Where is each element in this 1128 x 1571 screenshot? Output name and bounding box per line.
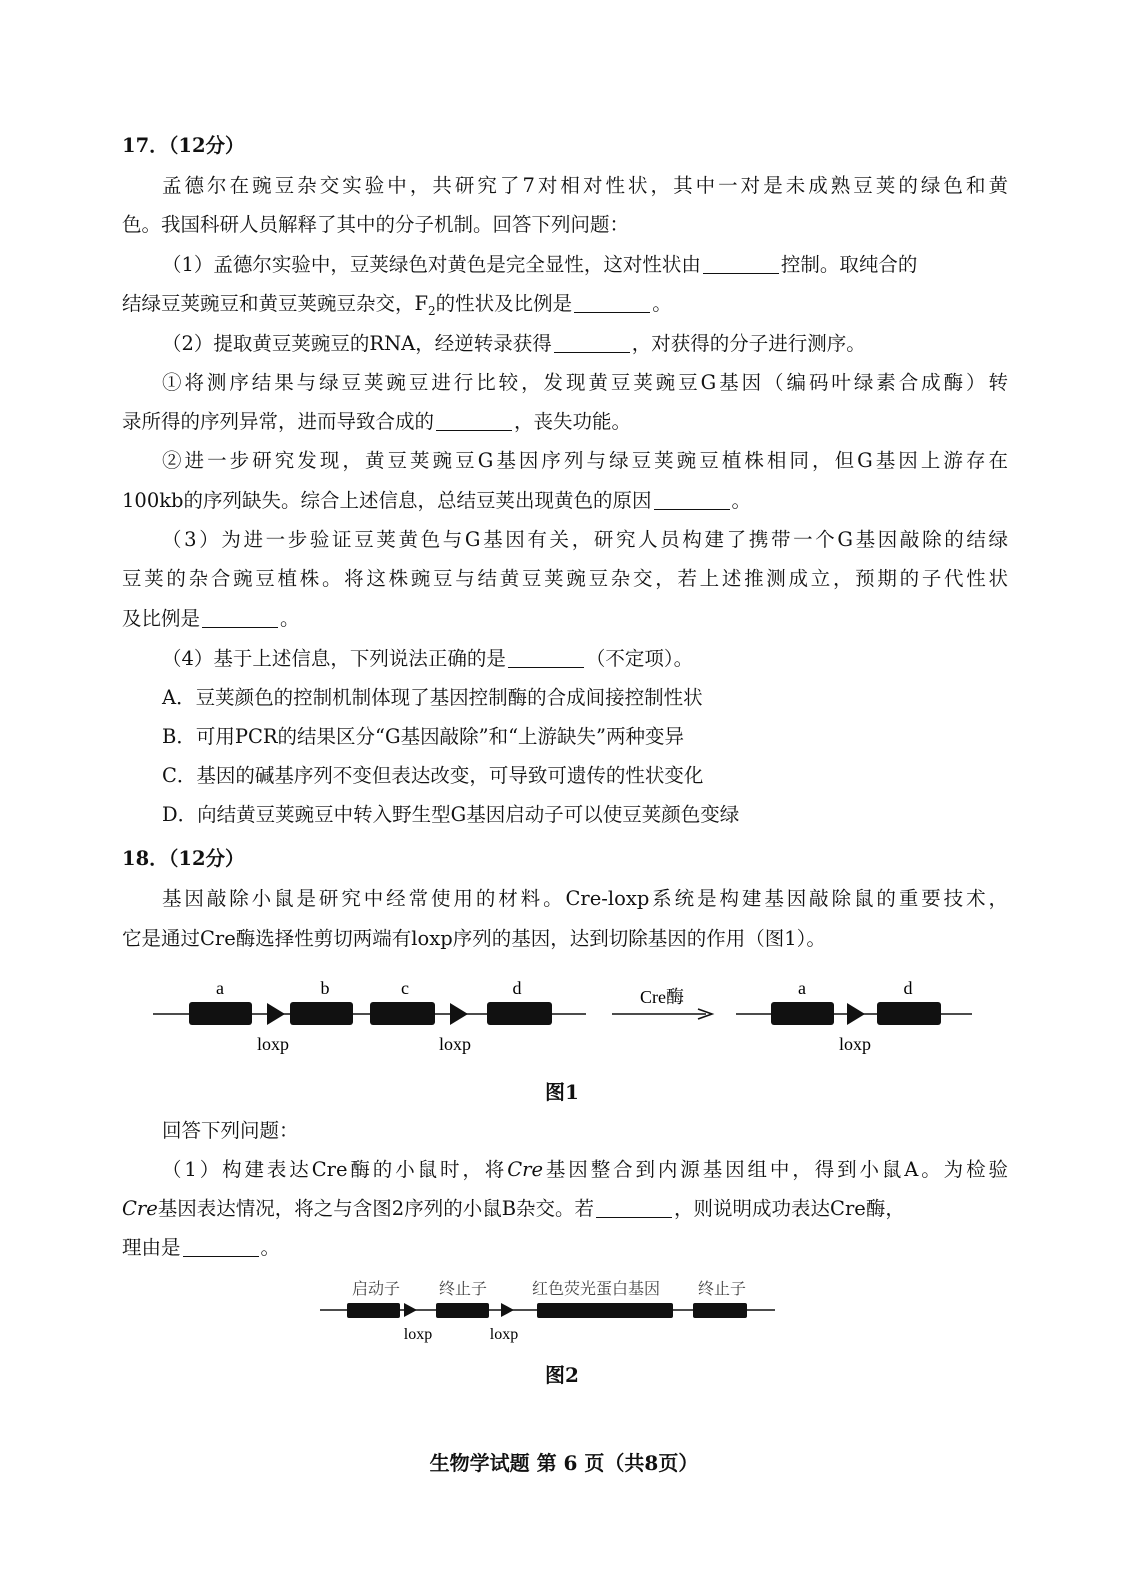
cre-italic: Cre [122,1197,158,1220]
q18-intro-line2: 它是通过Cre酶选择性剪切两端有loxp序列的基因，达到切除基因的作用（图1）。 [122,927,826,950]
terminator-box [693,1303,747,1318]
q18-part1-text-a: （1）构建表达Cre酶的小鼠时，将 [162,1158,508,1181]
option-d: D．向结黄豆荚豌豆中转入野生型G基因启动子可以使豆荚颜色变绿 [162,803,740,826]
loxp-arrow [450,1003,468,1025]
period: 。 [731,489,752,512]
period: 。 [652,292,672,315]
label-loxp: loxp [838,1034,872,1054]
period: 。 [260,1236,281,1259]
label-terminator: 终止子 [438,1281,488,1298]
q17-part3-line2: 豆荚的杂合豌豆植株。将这株豌豆与结黄豆荚豌豆杂交，若上述推测成立，预期的子代性状 [122,567,1008,590]
q17-part2a-line2 [122,408,1008,436]
loxp-arrow [267,1003,285,1025]
answer-blank[interactable] [596,1197,672,1218]
q18-part1-text-e: 理由是 [122,1236,181,1259]
answer-blank[interactable] [703,253,779,274]
loxp-arrow [847,1003,865,1025]
loxp-arrow [404,1303,417,1317]
q18-part1-text-c: 基因表达情况，将之与含图2序列的小鼠B杂交。若 [157,1197,595,1220]
promoter-box [347,1303,400,1318]
q18-part1-line2 [122,1195,1008,1223]
q17-part1-text-d: 的性状及比例是 [435,292,573,315]
q17-part3-line1: （3）为进一步验证豆荚黄色与G基因有关，研究人员构建了携带一个G基因敲除的结绿 [162,528,1008,551]
q17-part2a-line1: ①将测序结果与绿豆荚豌豆进行比较，发现黄豆荚豌豆G基因（编码叶绿素合成酶）转 [162,371,1008,394]
answer-blank[interactable] [554,332,630,353]
q17-part2a-text-a: 录所得的序列异常，进而导致合成的 [122,410,435,433]
figure-1-diagram [0,968,1128,1068]
answer-intro: 回答下列问题： [162,1119,299,1142]
q18-part1-text-b: 基因整合到内源基因组中，得到小鼠A。为检验 [543,1158,1008,1181]
subscript-2: 2 [428,303,436,318]
q17-part2b-text-a: 100kb的序列缺失。综合上述信息，总结豆荚出现黄色的原因 [122,489,652,512]
label-gene-a: a [216,978,224,998]
answer-blank[interactable] [654,489,730,510]
q17-intro-line1: 孟德尔在豌豆杂交实验中，共研究了7对相对性状，其中一对是未成熟豆荚的绿色和黄 [162,174,1008,197]
label-gene-d: d [903,978,913,998]
label-loxp: loxp [403,1326,433,1343]
q18-part1-text-d: ，则说明成功表达Cre酶， [674,1197,905,1220]
period: 。 [280,607,300,630]
q17-part1-line1 [162,251,1008,279]
q17-part2a-text-b: ，丧失功能。 [514,410,632,433]
figure-1-caption: 图1 [545,1080,579,1104]
label-promoter: 启动子 [351,1281,401,1298]
terminator-box [436,1303,489,1318]
loxp-arrow [501,1303,514,1317]
label-gene-c: c [401,978,409,998]
label-loxp: loxp [489,1326,519,1343]
answer-blank[interactable] [574,292,650,313]
label-gene-a: a [798,978,806,998]
q17-part1-text-c: 结绿豆荚豌豆和黄豆荚豌豆杂交，F [122,292,429,315]
cre-italic: Cre [507,1158,543,1181]
label-gene-b: b [320,978,330,998]
q17-part4-line1 [162,645,1008,673]
label-loxp: loxp [256,1034,290,1054]
gene-box-a [771,1002,834,1025]
q17-part4-text-a: （4）基于上述信息，下列说法正确的是 [162,647,506,670]
gene-box-a [189,1002,252,1025]
q17-part2b-line1: ②进一步研究发现，黄豆荚豌豆G基因序列与绿豆荚豌豆植株相同，但G基因上游存在 [162,449,1008,472]
label-terminator: 终止子 [697,1281,747,1298]
q18-header: 18．（12分） [122,847,245,870]
q17-part3-line3 [122,605,1008,633]
label-cre-enzyme: Cre酶 [640,987,684,1007]
gene-box-c [370,1002,435,1025]
q17-part2-line1 [162,330,1008,358]
option-c: C．基因的碱基序列不变但表达改变，可导致可遗传的性状变化 [162,764,704,787]
q17-header: 17．（12分） [122,134,245,157]
q18-part1-line3 [122,1234,1008,1262]
gene-box-d [487,1002,552,1025]
gene-box-d [877,1002,941,1025]
gene-box-b [290,1002,353,1025]
q18-part1-line1 [162,1156,1008,1184]
page-footer: 生物学试题 第 6 页（共8页） [429,1451,699,1475]
answer-blank[interactable] [436,410,512,431]
figure-2-diagram [0,1272,1128,1352]
q17-part4-text-b: （不定项）。 [585,647,694,670]
q17-part1-text-b: 控制。取纯合的 [780,253,918,276]
q17-part2-text-b: ，对获得的分子进行测序。 [631,332,866,355]
q17-intro-line2: 色。我国科研人员解释了其中的分子机制。回答下列问题： [122,213,630,236]
label-loxp: loxp [438,1034,472,1054]
option-a: A．豆荚颜色的控制机制体现了基因控制酶的合成间接控制性状 [162,686,703,709]
rfp-gene-box [537,1303,673,1318]
label-rfp-gene: 红色荧光蛋白基因 [531,1281,661,1298]
answer-blank[interactable] [183,1236,259,1257]
q17-part2-text-a: （2）提取黄豆荚豌豆的RNA，经逆转录获得 [162,332,552,355]
q17-part1-line2 [122,290,1008,325]
q17-part3-text-a: 及比例是 [122,607,201,630]
answer-blank[interactable] [202,607,278,628]
option-b: B．可用PCR的结果区分“G基因敲除”和“上游缺失”两种变异 [162,725,685,748]
q18-intro-line1: 基因敲除小鼠是研究中经常使用的材料。Cre-loxp系统是构建基因敲除鼠的重要技术， [162,887,1008,910]
answer-blank[interactable] [508,647,584,668]
label-gene-d: d [512,978,522,998]
figure-2-caption: 图2 [545,1363,579,1387]
q17-part1-text-a: （1）孟德尔实验中，豆荚绿色对黄色是完全显性，这对性状由 [162,253,701,276]
q17-part2b-line2 [122,487,1008,515]
